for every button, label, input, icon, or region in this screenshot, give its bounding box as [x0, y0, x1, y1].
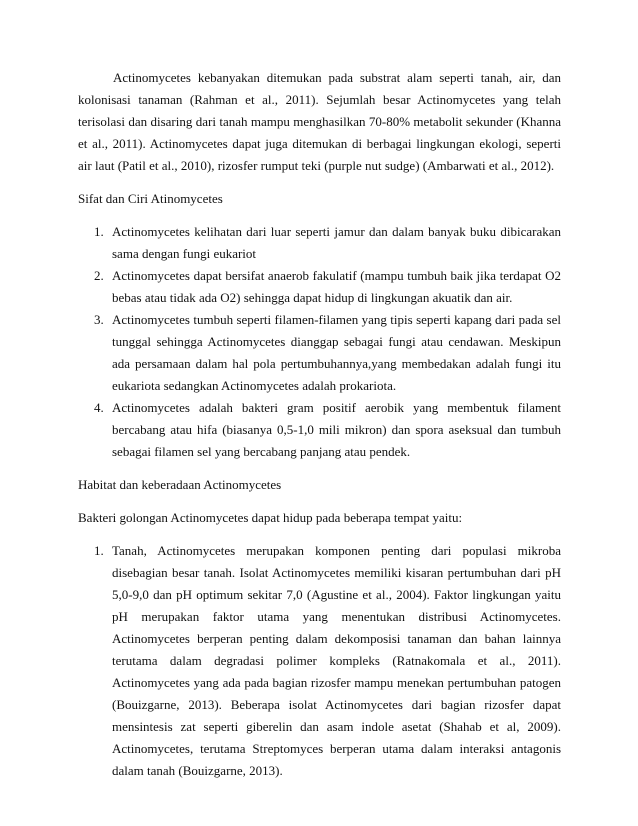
list-item	[78, 221, 561, 265]
list-item-text: Actinomycetes tumbuh seperti filamen-filamen yang tipis seperti kapang dari pada sel tunggal sehingga Actinomycetes dianggap sebagai fungi atau cendawan. Meskipun ada persamaan dalam hal pola pertumbuhannya,yang membedakan adalah fungi itu eukariota sedangkan Actinomycetes adalah prokariota.	[112, 312, 561, 393]
list-item	[78, 265, 561, 309]
list-item	[78, 540, 561, 782]
list-item-text: Tanah, Actinomycetes merupakan komponen penting dari populasi mikroba disebagian besar tanah. Isolat Actinomycetes memiliki kisaran pertumbuhan dari pH 5,0-9,0 dan pH optimum sekitar 7,0 (Agustine et al., 2004). Faktor lingkungan yaitu pH merupakan faktor utama yang menentukan distribusi Actinomycetes. Actinomycetes berperan penting dalam dekomposisi tanaman dan bahan lainnya terutama dalam degradasi polimer kompleks (Ratnakomala et al., 2011). Actinomycetes yang ada pada bagian rizosfer mampu menekan pertumbuhan patogen (Bouizgarne, 2013). Beberapa isolat Actinomycetes dari bagian rizosfer dapat mensintesis zat seperti giberelin dan asam indole asetat (Shahab et al, 2009). Actinomycetes, terutama Streptomyces berperan utama dalam interaksi antagonis dalam tanah (Bouizgarne, 2013).	[112, 543, 561, 778]
list-item-text: Actinomycetes adalah bakteri gram positif aerobik yang membentuk filament bercabang atau hifa (biasanya 0,5-1,0 mili mikron) dan spora aseksual dan tumbuh sebagai filamen sel yang bercabang panjang atau pendek.	[112, 400, 561, 459]
list-number: 1.	[94, 224, 104, 239]
sifat-list	[78, 221, 561, 463]
list-number: 3.	[94, 312, 104, 327]
list-number: 2.	[94, 268, 104, 283]
list-item-text: Actinomycetes kelihatan dari luar seperti jamur dan dalam banyak buku dibicarakan sama dengan fungi eukariot	[112, 224, 561, 261]
section-heading-habitat: Habitat dan keberadaan Actinomycetes	[78, 477, 282, 492]
habitat-lead-paragraph: Bakteri golongan Actinomycetes dapat hidup pada beberapa tempat yaitu:	[78, 510, 463, 525]
list-number: 4.	[94, 400, 104, 415]
list-item-text: Actinomycetes dapat bersifat anaerob fakulatif (mampu tumbuh baik jika terdapat O2 bebas atau tidak ada O2) sehingga dapat hidup di lingkungan akuatik dan air.	[112, 268, 561, 305]
list-number: 1.	[94, 543, 104, 558]
intro-paragraph: Actinomycetes kebanyakan ditemukan pada substrat alam seperti tanah, air, dan kolonisasi tanaman (Rahman et al., 2011). Sejumlah besar Actinomycetes yang telah terisolasi dan disaring dari tanah mampu menghasilkan 70-80% metabolit sekunder (Khanna et al., 2011). Actinomycetes dapat juga ditemukan di berbagai lingkungan ekologi, seperti air laut (Patil et al., 2010), rizosfer rumput teki (purple nut sudge) (Ambarwati et al., 2012).	[78, 70, 561, 173]
section-heading-sifat: Sifat dan Ciri Atinomycetes	[78, 191, 223, 206]
document-body	[78, 67, 561, 782]
list-item	[78, 309, 561, 397]
list-item	[78, 397, 561, 463]
habitat-list	[78, 540, 561, 782]
